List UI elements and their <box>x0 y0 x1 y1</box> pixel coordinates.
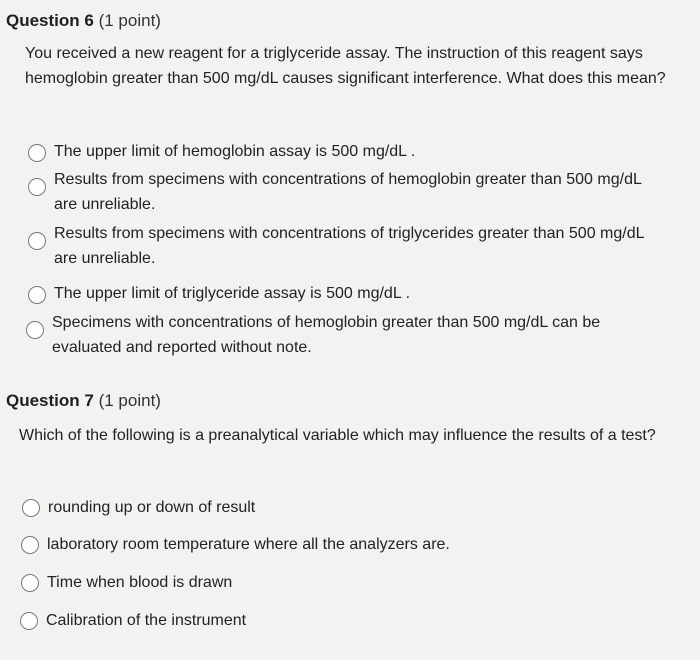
option-label: Results from specimens with concentrations of triglycerides greater than 500 mg/dL are unreliable. <box>54 225 644 267</box>
question-6-title <box>6 11 161 31</box>
radio-button[interactable] <box>22 499 40 517</box>
radio-button[interactable] <box>28 286 46 304</box>
radio-button[interactable] <box>28 144 46 162</box>
option-label: rounding up or down of result <box>48 499 256 516</box>
radio-button[interactable] <box>21 574 39 592</box>
option-label: The upper limit of hemoglobin assay is 500 mg/dL . <box>54 143 416 160</box>
option-label: Specimens with concentrations of hemoglobin greater than 500 mg/dL can be evaluated and reported without note. <box>52 314 601 356</box>
radio-button[interactable] <box>21 536 39 554</box>
question-6-number: Question 6 <box>6 11 94 30</box>
question-7-number: Question 7 <box>6 391 94 410</box>
option-label: Time when blood is drawn <box>47 574 233 591</box>
question-6-prompt: You received a new reagent for a triglyceride assay. The instruction of this reagent says hemoglobin greater than 500 mg/dL causes significant interference. What does this mean? <box>25 45 666 87</box>
question-6-points: (1 point) <box>98 11 161 30</box>
option-label: Results from specimens with concentrations of hemoglobin greater than 500 mg/dL are unreliable. <box>54 171 642 213</box>
option-label: Calibration of the instrument <box>46 612 247 629</box>
radio-button[interactable] <box>28 178 46 196</box>
question-7-points: (1 point) <box>98 391 161 410</box>
question-7-title <box>6 391 161 411</box>
radio-button[interactable] <box>28 232 46 250</box>
option-label: laboratory room temperature where all the analyzers are. <box>47 536 450 553</box>
radio-button[interactable] <box>26 321 44 339</box>
radio-button[interactable] <box>20 612 38 630</box>
option-label: The upper limit of triglyceride assay is 500 mg/dL . <box>54 285 411 302</box>
question-7-prompt: Which of the following is a preanalytical variable which may influence the results of a test? <box>19 427 656 444</box>
